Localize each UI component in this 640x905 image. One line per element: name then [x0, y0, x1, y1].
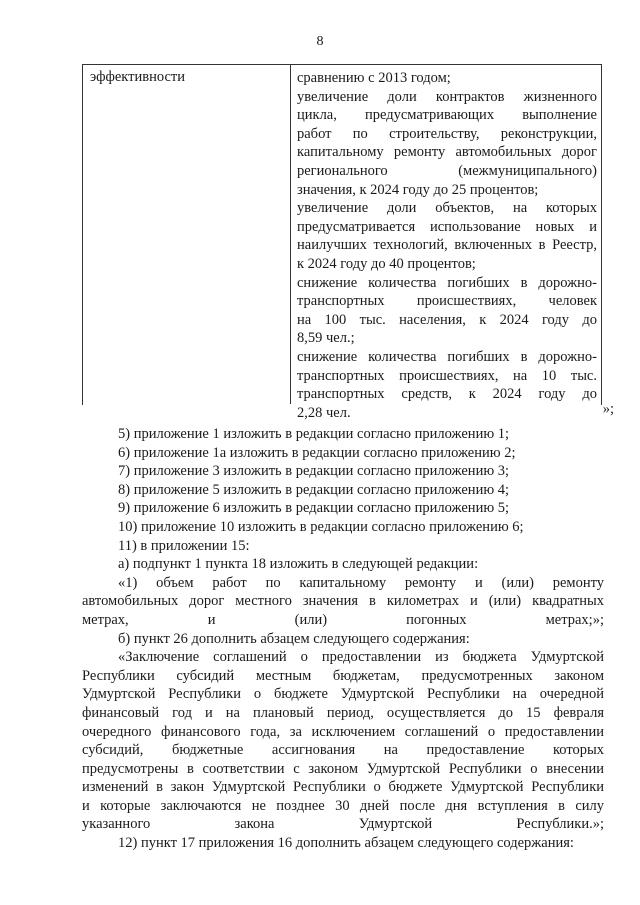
quote-b-line: «Заключение соглашений о предоставлении из бюджета Удмуртской	[118, 649, 604, 666]
quote-b-line: субсидий, бюджетные ассигнования на предоставление которых	[82, 742, 604, 759]
table-cell-line: транспортных происшествиях, человек	[297, 293, 597, 310]
table-cell-line: на 100 тыс. населения, к 2024 году до	[297, 311, 597, 328]
table-cell-line: 2,28 чел.	[297, 404, 351, 421]
item-9: 9) приложение 6 изложить в редакции согласно приложению 5;	[118, 500, 510, 517]
quote-a	[82, 574, 604, 630]
quote-b-line: изменений в закон Удмуртской Республики о бюджете Удмуртской Республики	[82, 779, 604, 796]
table-cell-line: предусматривается использование новых и	[297, 218, 597, 235]
quote-b-line: Удмуртской Республики о бюджете Удмуртской Республики на очередной	[82, 686, 604, 703]
table-cell-line: цикла, предусматривающих выполнение	[297, 107, 597, 124]
quote-a-line: метрах, и (или) погонных метрах;»;	[82, 611, 604, 628]
table-cell-line: снижение количества погибших в дорожно-	[297, 348, 597, 365]
table-cell-line: транспортных средств, к 2024 году до	[297, 386, 597, 403]
item-11a: а) подпункт 1 пункта 18 изложить в следующей редакции:	[118, 556, 479, 573]
quote-b-line: очередного финансового года, за исключением соглашений о предоставлении	[82, 723, 604, 740]
item-5: 5) приложение 1 изложить в редакции согласно приложению 1;	[118, 426, 510, 442]
item-11b: б) пункт 26 дополнить абзацем следующего содержания:	[118, 630, 470, 647]
item-11: 11) в приложении 15:	[118, 537, 250, 554]
quote-b-line: указанного закона Удмуртской Республики.»;	[82, 816, 604, 833]
item-10: 10) приложение 10 изложить в редакции согласно приложению 6;	[118, 518, 524, 535]
table-cell-line: сравнению с 2013 годом;	[297, 70, 451, 86]
item-6: 6) приложение 1а изложить в редакции согласно приложению 2;	[118, 444, 516, 461]
quote-b-line: Республики субсидий местным бюджетам, предусмотренных законом	[82, 667, 604, 684]
table-cell-line: регионального (межмуниципального)	[297, 162, 597, 179]
table-cell-line: наилучших технологий, включенных в Реестр,	[297, 237, 597, 254]
item-8: 8) приложение 5 изложить в редакции согласно приложению 4;	[118, 481, 510, 498]
indicators-table	[82, 64, 602, 421]
quote-b-line: предусмотрены в соответствии с законом Удмуртской Республики о внесении	[82, 760, 604, 777]
table-cell-line: 8,59 чел.;	[297, 330, 355, 347]
table-cell-line: работ по строительству, реконструкции,	[297, 125, 597, 142]
quote-b	[82, 648, 604, 834]
page-number: 8	[316, 34, 324, 49]
table-cell-line: снижение количества погибших в дорожно-	[297, 274, 597, 291]
table-cell-left: эффективности	[90, 69, 185, 85]
item-12: 12) пункт 17 приложения 16 дополнить абзацем следующего содержания:	[118, 835, 574, 852]
table-cell-line: к 2024 году до 40 процентов;	[297, 255, 476, 272]
table-cell-line: увеличение доли объектов, на которых	[297, 200, 597, 217]
quote-b-line: и которые заключаются не позднее 30 дней после дня вступления в силу	[82, 797, 604, 814]
quote-b-line: финансовый год и на плановый период, осуществляется до 15 февраля	[82, 704, 604, 721]
table-cell-line: увеличение доли контрактов жизненного	[297, 88, 597, 105]
table-cell-line: транспортных происшествиях, на 10 тыс.	[297, 367, 597, 384]
table-cell-line: капитальному ремонту автомобильных дорог	[297, 144, 597, 161]
closing-quote-mark: »;	[602, 401, 614, 417]
table-column-divider	[290, 64, 291, 404]
quote-a-line: «1) объем работ по капитальному ремонту и (или) ремонту	[118, 574, 604, 591]
table-cell-line: значения, к 2024 году до 25 процентов;	[297, 181, 539, 198]
item-7: 7) приложение 3 изложить в редакции согласно приложению 3;	[118, 463, 510, 480]
table-cell-right	[297, 69, 597, 422]
document-body	[82, 425, 604, 853]
quote-a-line: автомобильных дорог местного значения в километрах и (или) квадратных	[82, 593, 604, 610]
